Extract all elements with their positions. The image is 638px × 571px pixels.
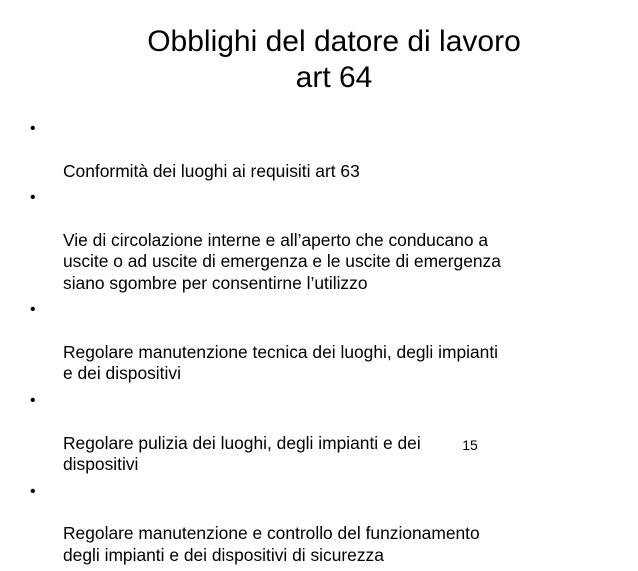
bullet-text: Conformità dei luoghi ai requisiti art 63 bbox=[63, 160, 360, 181]
bullet-item bbox=[28, 187, 618, 294]
bullet-item bbox=[28, 390, 618, 476]
bullet-item bbox=[28, 299, 618, 385]
slide-title bbox=[64, 24, 604, 96]
bullet-item bbox=[28, 118, 618, 182]
page-number: 15 bbox=[462, 437, 478, 453]
bullet-text: Regolare manutenzione tecnica dei luoghi, degli impianti e dei dispositivi bbox=[63, 342, 499, 384]
bullet-text: Vie di circolazione interne e all’aperto che conducano a uscite o ad uscite di emergenza e le uscite di emergenza siano sgombre per consentirne l’utilizzo bbox=[63, 230, 501, 293]
bullet-marker: • bbox=[30, 120, 36, 137]
bullet-text: Regolare manutenzione e controllo del funzionamento degli impianti e dei dispositivi di sicurezza bbox=[63, 523, 480, 565]
bullet-text: Regolare pulizia dei luoghi, degli impianti e dei dispositivi bbox=[63, 432, 421, 475]
bullet-marker: • bbox=[30, 301, 36, 319]
slide-title-line-1: Obblighi del datore di lavoro bbox=[147, 25, 521, 58]
bullet-marker: • bbox=[30, 391, 36, 409]
bullet-item bbox=[28, 481, 618, 567]
slide-title-line-2: art 64 bbox=[295, 61, 373, 94]
bullet-marker: • bbox=[30, 482, 36, 500]
bullet-marker: • bbox=[30, 189, 36, 207]
bullet-list bbox=[28, 118, 618, 571]
